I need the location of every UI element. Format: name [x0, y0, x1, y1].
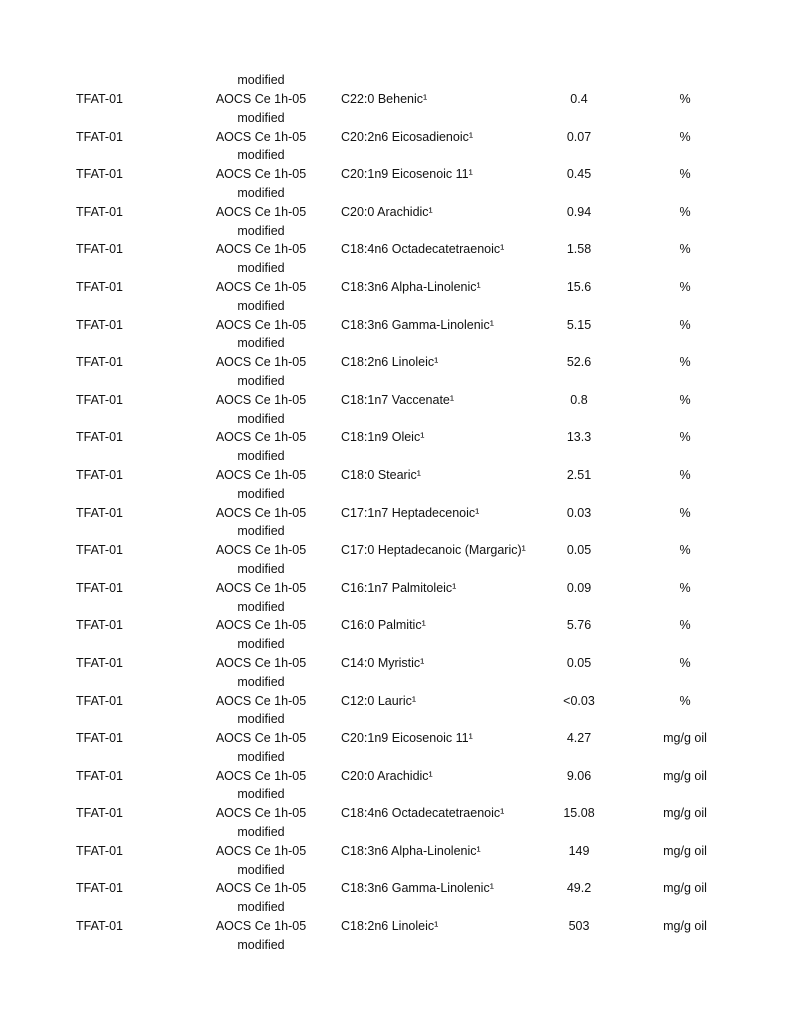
- method: [215, 879, 307, 917]
- result-value: 2.51: [566, 467, 592, 482]
- method-line-2: modified: [237, 411, 285, 426]
- method-line-1: AOCS Ce 1h-05: [215, 618, 307, 633]
- method-line-2: modified: [237, 524, 285, 539]
- method-line-2: modified: [237, 749, 285, 764]
- method-line-1: AOCS Ce 1h-05: [215, 881, 307, 896]
- result-value: 149: [568, 843, 590, 858]
- analyte: C18:3n6 Gamma-Linolenic¹: [341, 881, 494, 896]
- result-value: 9.06: [566, 768, 592, 783]
- method: [215, 804, 307, 842]
- method-line-2: modified: [237, 637, 285, 652]
- test-code: TFAT-01: [76, 204, 124, 219]
- method: [215, 240, 307, 278]
- test-code: TFAT-01: [76, 919, 124, 934]
- result-value: 5.76: [566, 618, 592, 633]
- method: [215, 654, 307, 692]
- analyte: C18:0 Stearic¹: [341, 467, 421, 482]
- method-line-2: modified: [237, 862, 285, 877]
- table-row: [0, 165, 791, 203]
- analyte: C12:0 Lauric¹: [341, 693, 417, 708]
- method-line-1: AOCS Ce 1h-05: [215, 543, 307, 558]
- method-line-2: modified: [237, 298, 285, 313]
- units: mg/g oil: [663, 881, 707, 896]
- analyte: C20:0 Arachidic¹: [341, 204, 433, 219]
- units: %: [679, 693, 691, 708]
- method-continuation: modified: [237, 73, 285, 87]
- analyte: C20:2n6 Eicosadienoic¹: [341, 129, 474, 144]
- result-value: 15.6: [566, 279, 592, 294]
- analyte: C18:4n6 Octadecatetraenoic¹: [341, 806, 505, 821]
- method-line-1: AOCS Ce 1h-05: [215, 919, 307, 934]
- table-row: [0, 466, 791, 504]
- method-line-2: modified: [237, 110, 285, 125]
- test-code: TFAT-01: [76, 655, 124, 670]
- test-code: TFAT-01: [76, 92, 124, 106]
- test-code: TFAT-01: [76, 843, 124, 858]
- analyte: C18:4n6 Octadecatetraenoic¹: [341, 242, 505, 257]
- method-line-1: AOCS Ce 1h-05: [215, 167, 307, 182]
- method: [215, 541, 307, 579]
- method-line-2: modified: [237, 561, 285, 576]
- method-line-2: modified: [237, 787, 285, 802]
- test-code: TFAT-01: [76, 806, 124, 821]
- units: %: [679, 129, 691, 144]
- method-line-1: AOCS Ce 1h-05: [215, 467, 307, 482]
- result-value: 52.6: [566, 355, 592, 370]
- method-line-2: modified: [237, 825, 285, 840]
- table-row: [0, 729, 791, 767]
- table-row: [0, 203, 791, 241]
- units: mg/g oil: [663, 731, 707, 746]
- test-code: TFAT-01: [76, 279, 124, 294]
- table-row: [0, 128, 791, 166]
- units: %: [679, 467, 691, 482]
- method: [215, 90, 307, 128]
- analyte: C18:3n6 Alpha-Linolenic¹: [341, 279, 481, 294]
- table-row: [0, 579, 791, 617]
- method: [215, 579, 307, 617]
- result-value: 0.8: [570, 392, 588, 407]
- table-row: [0, 767, 791, 805]
- method-line-2: modified: [237, 937, 285, 952]
- method-line-1: AOCS Ce 1h-05: [215, 768, 307, 783]
- method-line-1: AOCS Ce 1h-05: [215, 92, 307, 106]
- analyte: C18:2n6 Linoleic¹: [341, 355, 439, 370]
- result-value: 0.94: [566, 204, 592, 219]
- method: [215, 767, 307, 805]
- units: %: [679, 279, 691, 294]
- table-row: [0, 842, 791, 880]
- method-line-2: modified: [237, 148, 285, 163]
- method-line-1: AOCS Ce 1h-05: [215, 806, 307, 821]
- result-value: 0.07: [566, 129, 592, 144]
- test-code: TFAT-01: [76, 768, 124, 783]
- test-code: TFAT-01: [76, 317, 124, 332]
- method: [215, 842, 307, 880]
- test-code: TFAT-01: [76, 505, 124, 520]
- method: [215, 203, 307, 241]
- method: [215, 504, 307, 542]
- results-table: [0, 90, 791, 955]
- method-line-1: AOCS Ce 1h-05: [215, 693, 307, 708]
- method-line-2: modified: [237, 486, 285, 501]
- table-row: [0, 353, 791, 391]
- method: [215, 391, 307, 429]
- method-line-2: modified: [237, 373, 285, 388]
- analyte: C17:1n7 Heptadecenoic¹: [341, 505, 480, 520]
- analyte: C17:0 Heptadecanoic (Margaric)¹: [341, 543, 526, 558]
- test-code: TFAT-01: [76, 430, 124, 445]
- result-value: <0.03: [563, 693, 595, 708]
- test-code: TFAT-01: [76, 580, 124, 595]
- result-value: 0.05: [566, 655, 592, 670]
- analyte: C18:1n7 Vaccenate¹: [341, 392, 455, 407]
- method-line-1: AOCS Ce 1h-05: [215, 392, 307, 407]
- method-line-1: AOCS Ce 1h-05: [215, 430, 307, 445]
- units: %: [679, 92, 691, 106]
- result-value: 0.05: [566, 543, 592, 558]
- result-value: 0.4: [570, 92, 588, 106]
- units: mg/g oil: [663, 843, 707, 858]
- analyte: C18:3n6 Gamma-Linolenic¹: [341, 317, 494, 332]
- table-row: [0, 541, 791, 579]
- analyte: C20:1n9 Eicosenoic 11¹: [341, 731, 473, 746]
- table-row: [0, 804, 791, 842]
- method: [215, 466, 307, 504]
- method-line-2: modified: [237, 900, 285, 915]
- units: %: [679, 655, 691, 670]
- method: [215, 353, 307, 391]
- analyte: C18:1n9 Oleic¹: [341, 430, 425, 445]
- table-row: [0, 917, 791, 955]
- analyte: C20:1n9 Eicosenoic 11¹: [341, 167, 473, 182]
- units: %: [679, 167, 691, 182]
- method-line-2: modified: [237, 599, 285, 614]
- table-row: [0, 391, 791, 429]
- test-code: TFAT-01: [76, 467, 124, 482]
- method-line-1: AOCS Ce 1h-05: [215, 505, 307, 520]
- result-value: 49.2: [566, 881, 592, 896]
- method-line-1: AOCS Ce 1h-05: [215, 279, 307, 294]
- table-row: [0, 240, 791, 278]
- table-row: [0, 616, 791, 654]
- method-line-1: AOCS Ce 1h-05: [215, 204, 307, 219]
- analyte: C18:2n6 Linoleic¹: [341, 919, 439, 934]
- analyte: C20:0 Arachidic¹: [341, 768, 433, 783]
- result-value: 0.09: [566, 580, 592, 595]
- result-value: 15.08: [563, 806, 595, 821]
- units: %: [679, 317, 691, 332]
- units: %: [679, 543, 691, 558]
- method: [215, 128, 307, 166]
- units: %: [679, 242, 691, 257]
- result-value: 1.58: [566, 242, 592, 257]
- method-line-1: AOCS Ce 1h-05: [215, 129, 307, 144]
- test-code: TFAT-01: [76, 242, 124, 257]
- method-line-1: AOCS Ce 1h-05: [215, 242, 307, 257]
- method: [215, 616, 307, 654]
- method-line-1: AOCS Ce 1h-05: [215, 731, 307, 746]
- test-code: TFAT-01: [76, 355, 124, 370]
- table-row: [0, 428, 791, 466]
- method: [215, 917, 307, 955]
- method: [215, 428, 307, 466]
- test-code: TFAT-01: [76, 618, 124, 633]
- units: %: [679, 580, 691, 595]
- analyte: C14:0 Myristic¹: [341, 655, 425, 670]
- method: [215, 165, 307, 203]
- units: mg/g oil: [663, 768, 707, 783]
- table-row: [0, 316, 791, 354]
- units: %: [679, 430, 691, 445]
- units: %: [679, 204, 691, 219]
- result-value: 0.45: [566, 167, 592, 182]
- test-code: TFAT-01: [76, 129, 124, 144]
- result-value: 13.3: [566, 430, 592, 445]
- method: [215, 316, 307, 354]
- test-code: TFAT-01: [76, 392, 124, 407]
- units: %: [679, 355, 691, 370]
- table-row: [0, 278, 791, 316]
- result-value: 0.03: [566, 505, 592, 520]
- analyte: C16:1n7 Palmitoleic¹: [341, 580, 457, 595]
- result-value: 4.27: [566, 731, 592, 746]
- method-line-1: AOCS Ce 1h-05: [215, 317, 307, 332]
- method: [215, 692, 307, 730]
- units: mg/g oil: [663, 806, 707, 821]
- units: mg/g oil: [663, 919, 707, 934]
- test-code: TFAT-01: [76, 731, 124, 746]
- analyte: C18:3n6 Alpha-Linolenic¹: [341, 843, 481, 858]
- method-line-2: modified: [237, 336, 285, 351]
- method-line-2: modified: [237, 449, 285, 464]
- units: %: [679, 505, 691, 520]
- table-row: [0, 504, 791, 542]
- analyte: C16:0 Palmitic¹: [341, 618, 426, 633]
- method-line-1: AOCS Ce 1h-05: [215, 843, 307, 858]
- table-row: [0, 692, 791, 730]
- table-row: [0, 879, 791, 917]
- test-code: TFAT-01: [76, 543, 124, 558]
- method-line-2: modified: [237, 261, 285, 276]
- method-line-2: modified: [237, 185, 285, 200]
- method-line-1: AOCS Ce 1h-05: [215, 355, 307, 370]
- analyte: C22:0 Behenic¹: [341, 92, 428, 106]
- units: %: [679, 392, 691, 407]
- test-code: TFAT-01: [76, 881, 124, 896]
- units: %: [679, 618, 691, 633]
- test-code: TFAT-01: [76, 693, 124, 708]
- table-row: [0, 654, 791, 692]
- method-line-2: modified: [237, 712, 285, 727]
- method-line-1: AOCS Ce 1h-05: [215, 655, 307, 670]
- test-code: TFAT-01: [76, 167, 124, 182]
- method: [215, 729, 307, 767]
- result-value: 5.15: [566, 317, 592, 332]
- method-line-2: modified: [237, 674, 285, 689]
- method-line-2: modified: [237, 223, 285, 238]
- table-row: [0, 90, 791, 128]
- method-line-1: AOCS Ce 1h-05: [215, 580, 307, 595]
- result-value: 503: [568, 919, 590, 934]
- method: [215, 278, 307, 316]
